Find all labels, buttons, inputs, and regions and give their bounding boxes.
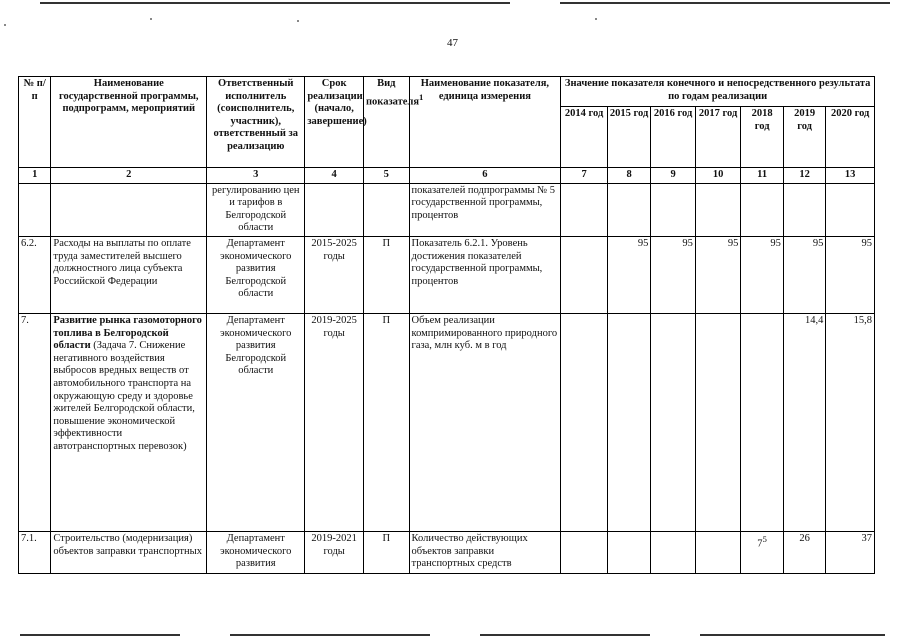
row-value: 95 <box>695 236 741 313</box>
scan-edge-line <box>230 634 430 636</box>
row-value: 37 <box>826 531 875 573</box>
row-period: 2015-2025 годы <box>305 236 364 313</box>
row-executor: Департамент экономического развития Белгородской области <box>207 313 305 531</box>
row-name <box>51 183 207 236</box>
column-number-row <box>19 168 875 184</box>
row-number <box>19 183 51 236</box>
column-number: 11 <box>741 168 783 184</box>
row-period: 2019-2025 годы <box>305 313 364 531</box>
row-value <box>561 183 608 236</box>
row-value <box>741 313 783 531</box>
row-value <box>695 531 741 573</box>
row-name-task: (Задача 7. Снижение негативного воздействия выбросов вредных веществ от автомобильного транспорта на окружающую среду и здоровье жителей Белгородской области, повышение экономической эффективности автотранспортных перевозок) <box>53 340 195 452</box>
row-value: 15,8 <box>826 313 875 531</box>
row-value <box>607 183 651 236</box>
row-kind: П <box>364 313 410 531</box>
row-value <box>783 183 825 236</box>
table-row <box>19 531 875 573</box>
row-value <box>695 313 741 531</box>
header-year-2019: 2019 год <box>783 107 825 168</box>
row-value: 26 <box>783 531 825 573</box>
program-table <box>18 76 875 574</box>
row-value <box>561 531 608 573</box>
row-value: 14,4 <box>783 313 825 531</box>
row-value <box>695 183 741 236</box>
header-period: Срок реализации (начало, завершение) <box>305 77 364 168</box>
row-value: 95 <box>741 236 783 313</box>
row-indicator: Объем реализации компримированного природного газа, млн куб. м в год <box>409 313 561 531</box>
header-year-2015: 2015 год <box>607 107 651 168</box>
row-name <box>51 313 207 531</box>
page-number: 47 <box>447 37 458 49</box>
column-number: 2 <box>51 168 207 184</box>
row-value <box>561 313 608 531</box>
row-value <box>826 183 875 236</box>
row-value: 95 <box>607 236 651 313</box>
row-period <box>305 183 364 236</box>
row-indicator: Количество действующих объектов заправки транспортных средств <box>409 531 561 573</box>
row-value-number: 7 <box>757 538 763 550</box>
row-value <box>607 531 651 573</box>
row-value <box>741 531 783 573</box>
row-kind <box>364 183 410 236</box>
header-indicator-name: Наименование показателя, единица измерения <box>409 77 561 168</box>
header-indicator-kind: Вид показателя$^1$ <box>364 77 410 168</box>
scan-speck <box>4 24 6 26</box>
column-number: 5 <box>364 168 410 184</box>
scan-speck <box>297 20 299 22</box>
row-value <box>607 313 651 531</box>
row-value <box>651 183 696 236</box>
scan-edge-line <box>560 2 890 4</box>
header-year-2016: 2016 год <box>651 107 696 168</box>
row-value <box>741 183 783 236</box>
column-number: 8 <box>607 168 651 184</box>
row-value <box>651 531 696 573</box>
row-kind: П <box>364 531 410 573</box>
table-row <box>19 183 875 236</box>
header-program-name: Наименование государственной программы, подпрограмм, мероприятий <box>51 77 207 168</box>
row-executor: Департамент экономического развития Белгородской области <box>207 236 305 313</box>
table-row <box>19 313 875 531</box>
column-number: 13 <box>826 168 875 184</box>
row-value: 95 <box>783 236 825 313</box>
scan-edge-line <box>40 2 510 4</box>
column-number: 3 <box>207 168 305 184</box>
column-number: 6 <box>409 168 561 184</box>
header-num: № п/п <box>19 77 51 168</box>
column-number: 1 <box>19 168 51 184</box>
row-period: 2019-2021 годы <box>305 531 364 573</box>
column-number: 9 <box>651 168 696 184</box>
row-indicator: Показатель 6.2.1. Уровень достижения показателей государственной программы, процентов <box>409 236 561 313</box>
row-value: 95 <box>826 236 875 313</box>
row-name: Строительство (модернизация) объектов заправки транспортных <box>51 531 207 573</box>
row-kind: П <box>364 236 410 313</box>
scan-edge-line <box>480 634 650 636</box>
header-executor: Ответственный исполнитель (соисполнитель, участник), ответственный за реализацию <box>207 77 305 168</box>
header-year-2017: 2017 год <box>695 107 741 168</box>
row-number: 6.2. <box>19 236 51 313</box>
row-indicator: показателей подпрограммы № 5 государственной программы, процентов <box>409 183 561 236</box>
table-row <box>19 236 875 313</box>
scan-speck <box>595 18 597 20</box>
row-value: 95 <box>651 236 696 313</box>
header-values-group: Значение показателя конечного и непосредственного результата по годам реализации <box>561 77 875 107</box>
row-name-bold: Развитие рынка газомоторного топлива в Белгородской области <box>53 314 202 352</box>
header-year-2020: 2020 год <box>826 107 875 168</box>
row-value <box>561 236 608 313</box>
row-number: 7.1. <box>19 531 51 573</box>
column-number: 4 <box>305 168 364 184</box>
row-number: 7. <box>19 313 51 531</box>
scan-edge-line <box>20 634 180 636</box>
column-number: 12 <box>783 168 825 184</box>
row-value <box>651 313 696 531</box>
header-year-2018: 2018 год <box>741 107 783 168</box>
column-number: 7 <box>561 168 608 184</box>
header-year-2014: 2014 год <box>561 107 608 168</box>
scan-edge-line <box>700 634 885 636</box>
row-name: Расходы на выплаты по оплате труда заместителей высшего должностного лица субъекта Российской Федерации <box>51 236 207 313</box>
scan-speck <box>150 18 152 20</box>
row-executor: регулированию цен и тарифов в Белгородской области <box>207 183 305 236</box>
footnote-marker: 5 <box>762 533 767 544</box>
column-number: 10 <box>695 168 741 184</box>
row-executor: Департамент экономического развития <box>207 531 305 573</box>
